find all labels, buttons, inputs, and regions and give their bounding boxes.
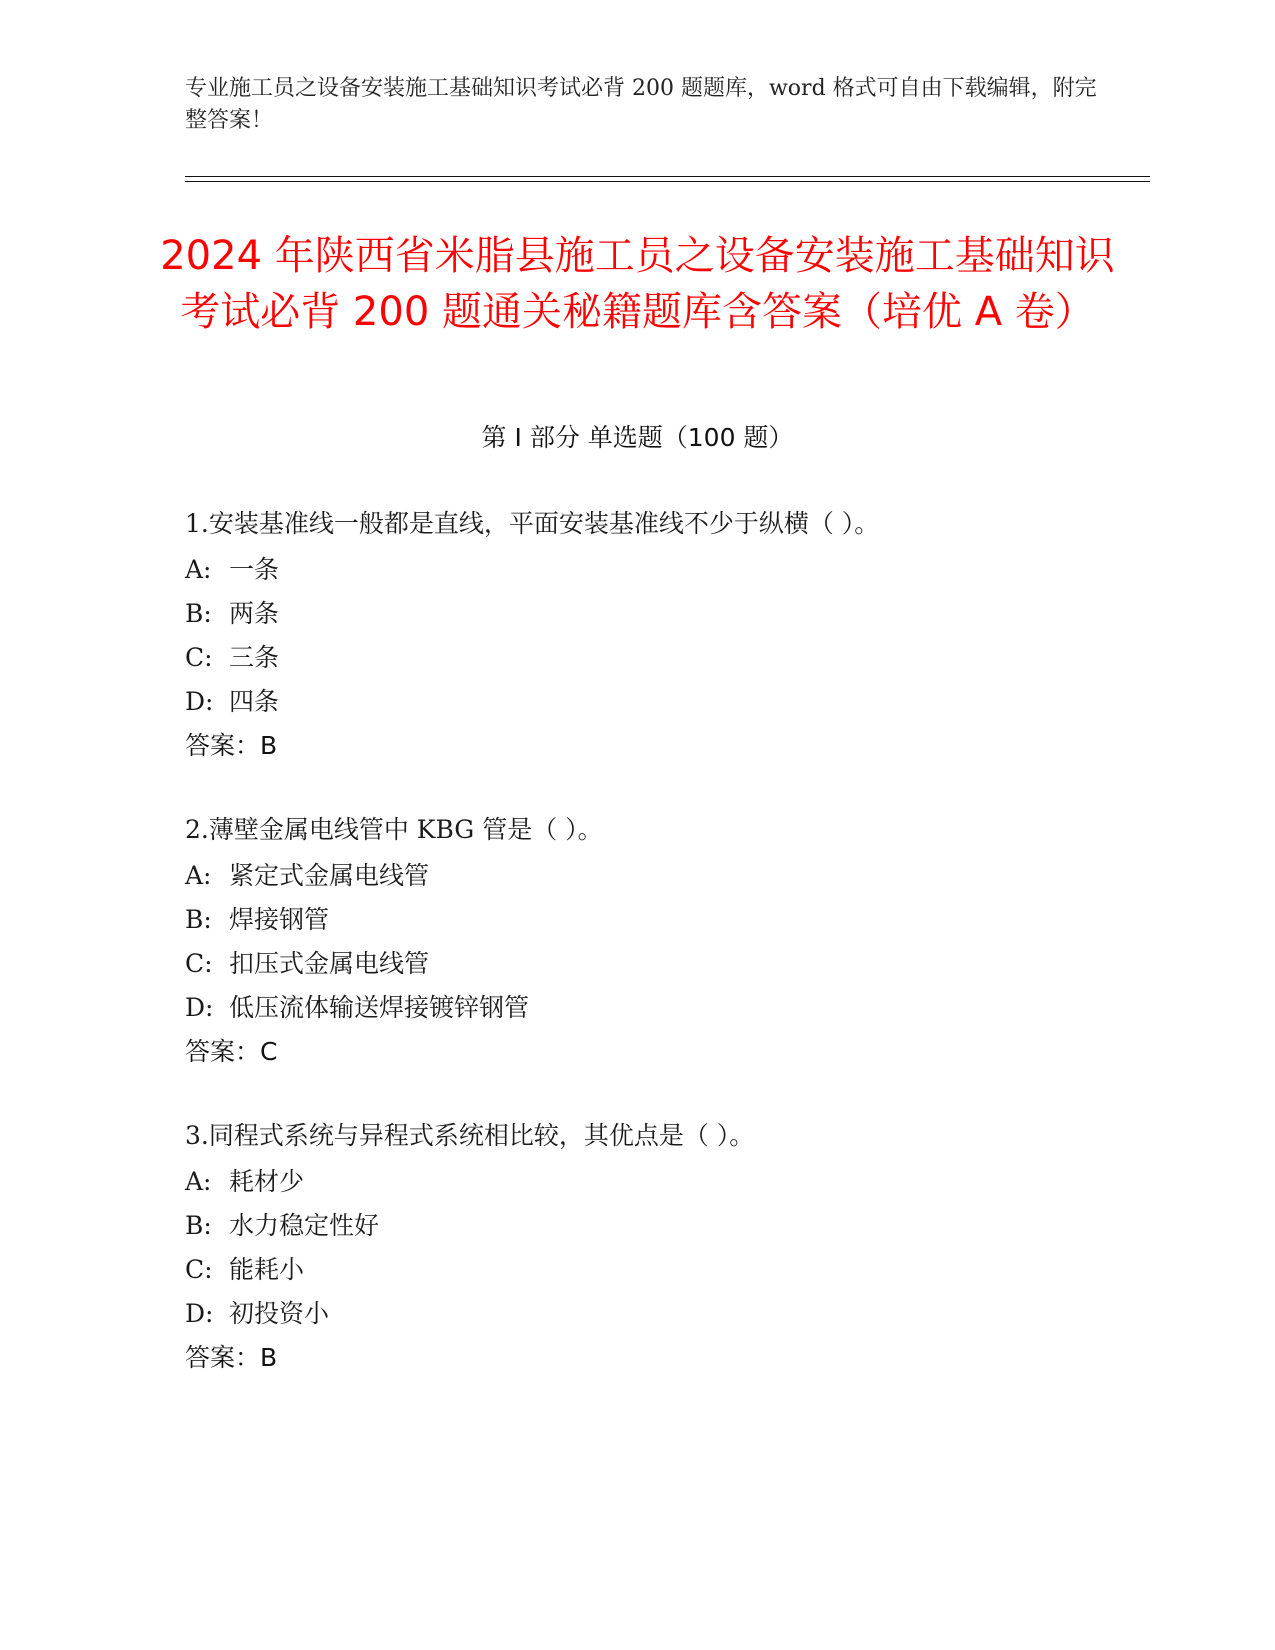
option-d [185, 1296, 1115, 1340]
option-a [185, 858, 1115, 902]
question-1 [185, 506, 1115, 772]
option-a [185, 1164, 1115, 1208]
option-text: 水力稳定性好 [229, 1211, 380, 1240]
option-letter: C: [185, 643, 213, 672]
option-b [185, 902, 1115, 946]
option-letter: A: [185, 861, 212, 890]
option-text: 能耗小 [229, 1255, 305, 1284]
option-letter: D: [185, 687, 214, 716]
option-text: 紧定式金属电线管 [229, 861, 430, 890]
option-text: 三条 [229, 643, 280, 672]
section-heading: 第 I 部分 单选题（100 题） [481, 423, 794, 452]
option-c [185, 946, 1115, 990]
header-divider-top [185, 176, 1150, 177]
question-stem: 2.薄壁金属电线管中 KBG 管是（ ）。 [185, 815, 603, 844]
option-text: 两条 [229, 599, 280, 628]
option-d [185, 684, 1115, 728]
option-letter: B: [185, 905, 212, 934]
question-stem: 3.同程式系统与异程式系统相比较，其优点是（ ）。 [185, 1121, 755, 1150]
question-stem: 1.安装基准线一般都是直线，平面安装基准线不少于纵横（ ）。 [185, 509, 880, 538]
option-letter: A: [185, 1167, 212, 1196]
option-c [185, 1252, 1115, 1296]
option-b [185, 596, 1115, 640]
option-text: 低压流体输送焊接镀锌钢管 [229, 993, 530, 1022]
option-text: 初投资小 [229, 1299, 330, 1328]
header-divider-bottom [185, 181, 1150, 182]
option-letter: A: [185, 555, 212, 584]
option-text: 扣压式金属电线管 [229, 949, 430, 978]
option-letter: B: [185, 599, 212, 628]
option-text: 耗材少 [229, 1167, 305, 1196]
option-c [185, 640, 1115, 684]
option-letter: D: [185, 993, 214, 1022]
answer-line: 答案：B [185, 731, 278, 760]
answer-line: 答案：C [185, 1037, 278, 1066]
option-text: 四条 [229, 687, 280, 716]
header-note: 专业施工员之设备安装施工基础知识考试必背 200 题题库，word 格式可自由下载编辑，附完整答案！ [185, 76, 1097, 133]
option-text: 一条 [229, 555, 280, 584]
document-title: 2024 年陕西省米脂县施工员之设备安装施工基础知识考试必背 200 题通关秘籍题库含答案（培优 A 卷） [160, 233, 1115, 335]
answer-line: 答案：B [185, 1343, 278, 1372]
option-letter: B: [185, 1211, 212, 1240]
option-b [185, 1208, 1115, 1252]
question-2 [185, 812, 1115, 1078]
option-letter: D: [185, 1299, 214, 1328]
option-a [185, 552, 1115, 596]
option-d [185, 990, 1115, 1034]
option-text: 焊接钢管 [229, 905, 330, 934]
option-letter: C: [185, 949, 213, 978]
option-letter: C: [185, 1255, 213, 1284]
question-3 [185, 1118, 1115, 1384]
